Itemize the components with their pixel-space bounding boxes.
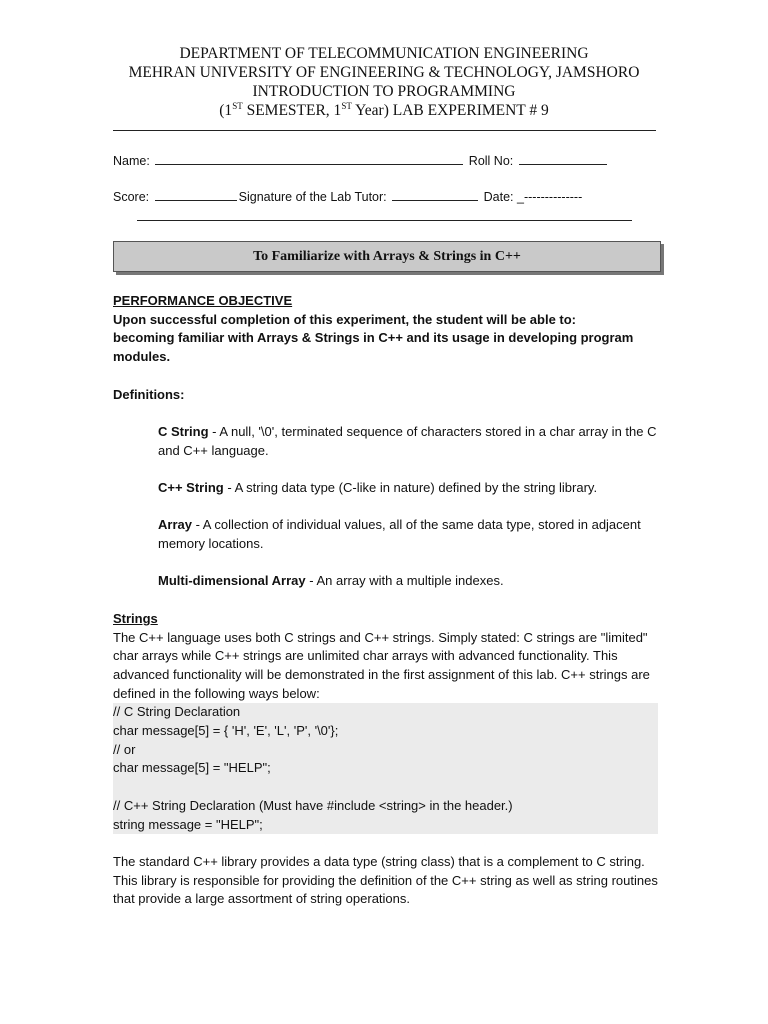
signature-field[interactable] [392,188,478,201]
code-block [113,703,658,834]
closing-paragraph: The standard C++ library provides a data type (string class) that is a complement to C string. This library is responsible for providing the definition of the C++ string as well as string routines that provide a large assortment of string operations. [113,853,658,907]
code-line: // or [113,741,136,757]
experiment-title: To Familiarize with Arrays & Strings in C++ [113,241,661,272]
definition-array: Array - A collection of individual values, all of the same data type, stored in adjacent memory locations. [158,517,641,552]
definition-c-string: C String - A null, '\0', terminated sequence of characters stored in a char array in the C and C++ language. [158,423,657,458]
code-line [113,778,658,797]
strings-paragraph: The C++ language uses both C strings and C++ strings. Simply stated: C strings are "limited" char arrays while C++ strings are unlimited char arrays with advanced functionality. This advanced functionality will be demonstrated in the first assignment of this lab. C++ strings are defined in the following ways below: [113,629,650,701]
signature-label: Signature of the Lab Tutor: [238,190,387,204]
header-university: MEHRAN UNIVERSITY OF ENGINEERING & TECHNOLOGY, JAMSHORO [128,64,640,81]
document-header [0,44,768,120]
definitions-heading: Definitions: [113,386,185,402]
strings-heading: Strings [113,610,158,626]
score-field[interactable] [155,188,237,201]
name-field[interactable] [155,152,463,165]
form-divider [137,220,632,221]
code-line: string message = "HELP"; [113,816,263,832]
objective-intro: Upon successful completion of this experiment, the student will be able to: [113,311,577,327]
name-roll-row [113,152,609,168]
date-field[interactable]: _-------------- [517,190,583,204]
definition-multidimensional-array: Multi-dimensional Array - An array with a multiple indexes. [158,573,504,589]
score-label: Score: [113,190,150,204]
name-label: Name: [113,154,150,168]
header-department: DEPARTMENT OF TELECOMMUNICATION ENGINEERING [179,45,589,62]
header-lab-info: (1ST SEMESTER, 1ST Year) LAB EXPERIMENT # 9 [219,101,549,119]
definition-cpp-string: C++ String - A string data type (C-like in nature) defined by the string library. [158,479,598,495]
roll-field[interactable] [519,152,607,165]
roll-label: Roll No: [468,154,514,168]
code-line: // C String Declaration [113,704,241,720]
score-row [113,188,582,204]
header-divider [113,130,656,131]
objective-text: becoming familiar with Arrays & Strings in C++ and its usage in developing program modules. [113,330,634,365]
code-line: char message[5] = { 'H', 'E', 'L', 'P', '\0'}; [113,723,339,739]
header-course: INTRODUCTION TO PROGRAMMING [252,83,516,100]
date-label: Date: [483,190,514,204]
document-body [113,292,658,909]
objective-heading: PERFORMANCE OBJECTIVE [113,293,293,308]
code-line: // C++ String Declaration (Must have #include <string> in the header.) [113,797,513,813]
code-line: char message[5] = "HELP"; [113,760,271,776]
